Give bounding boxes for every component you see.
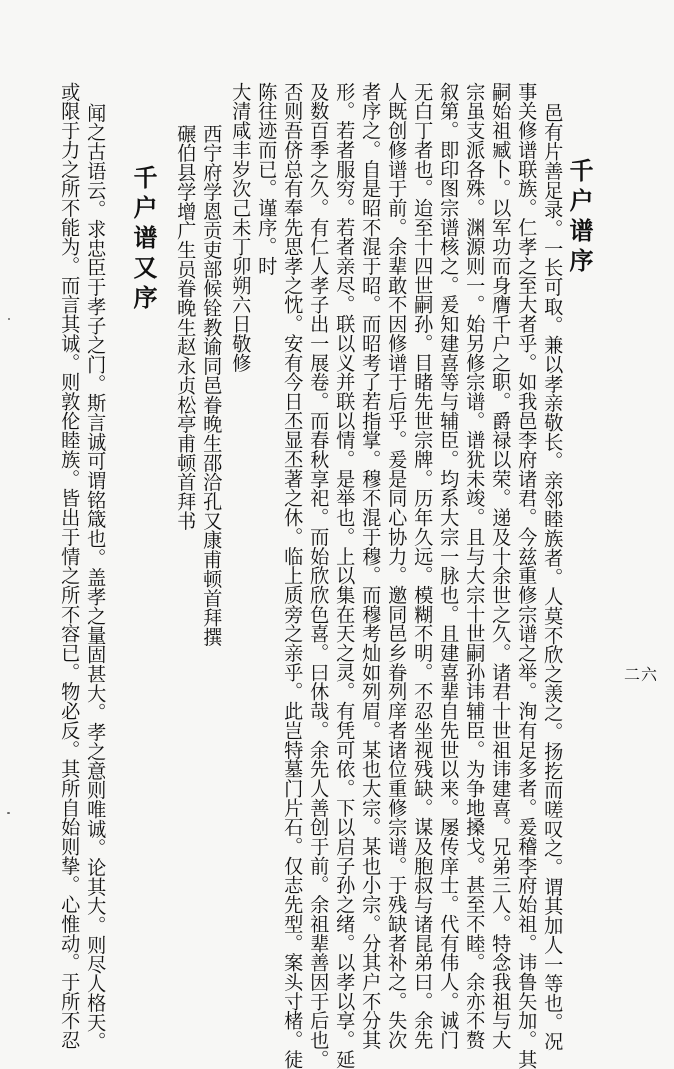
text-column: 无白丁者也。迨至十四世嗣孙。目睹先世宗牌。历年久远。模糊不明。不忍坐视残缺。谋及胞叔与诸昆弟曰。余先 bbox=[411, 82, 435, 1050]
scan-speck bbox=[8, 318, 10, 320]
text-column: 人既创修谱于前。余辈敢不因修谱于后乎。爰是同心协力。邀同邑乡眷列庠者诸位重修宗谱。于残缺者补之。失次 bbox=[385, 82, 409, 1050]
signature-line-1: 西宁府学恩贡吏部候铨教谕同邑眷晚生邵洽孔又康甫顿首拜撰 bbox=[200, 124, 224, 647]
scan-speck bbox=[7, 812, 10, 814]
text-column: 陈往迹而已。谨序。时 bbox=[255, 82, 279, 276]
text-column: 形。若者服穷。若者亲尽。联以义并联以情。是举也。上以集在天之灵。有凭可依。下以启子孙之绪。以孝以享。延 bbox=[333, 82, 357, 1069]
text-column: 或限于力之所不能为。而言其诚。则敦伦睦族。皆出于情之所不容已。物必反。其所自始则挚。心惟动。于所不忍 bbox=[58, 82, 82, 1050]
text-column: 叙第。即印图宗谱核之。爰知建喜等与辅臣。均系大宗一脉也。且建喜辈自先世以来。屡传庠士。代有伟人。诚门 bbox=[437, 82, 461, 1050]
preface-title: 千户谱序 bbox=[565, 158, 593, 278]
text-column: 闻之古语云。求忠臣于孝子之门。斯言诚可谓铭箴也。盖孝之量固甚大。孝之意则唯诚。论其大。则尽人格天。 bbox=[84, 103, 108, 1052]
text-column: 邑有片善足录。一长可取。兼以孝亲敬长。亲邻睦族者。人莫不欣之羡之。扬扢而嗟叹之。谓其加人一等也。况 bbox=[541, 103, 565, 1052]
text-column: 事关修谱联族。仁孝之至大者乎。如我邑李府诸君。今兹重修宗谱之举。洵有足多者。爰稽李府始祖。讳鲁矢加。其 bbox=[515, 82, 539, 1069]
text-column: 者序之。自是昭不混于昭。而昭考了若指掌。穆不混于穆。而穆考灿如列眉。某也大宗。某也小宗。分其户不分其 bbox=[359, 82, 383, 1050]
text-column: 嗣始祖臧卜。以军功而身膺千户之职。爵禄以荣。递及十余世之久。诸君十世祖讳建喜。兄弟三人。特念我祖与大 bbox=[489, 82, 513, 1050]
text-column: 及数百季之久。有仁人孝子出一展卷。而春秋享祀。而始欣欣色喜。曰休哉。余先人善创于前。余祖辈善因于后也。 bbox=[307, 82, 331, 1069]
text-column: 否则吾侪总有奉先思孝之忱。安有今日丕显丕著之休。临上质旁之亲乎。此岂特墓门片石。仅志先型。案头寸楮。徒 bbox=[281, 82, 305, 1069]
text-column: 宗虽支派各殊。渊源则一。始另修宗谱。谱犹未竣。且与大宗十世嗣孙讳辅臣。为争地搡戈。甚至不睦。余亦不赘 bbox=[463, 82, 487, 1050]
second-preface-title: 千户谱又序 bbox=[129, 165, 157, 315]
signature-line-2: 碾伯县学增广生员眷晚生赵永贞松亭甫顿首拜书 bbox=[174, 124, 198, 531]
page-number: 二六 bbox=[624, 665, 659, 684]
text-column: 大清咸丰岁次己未丁卯朔六日敬修 bbox=[229, 82, 253, 373]
